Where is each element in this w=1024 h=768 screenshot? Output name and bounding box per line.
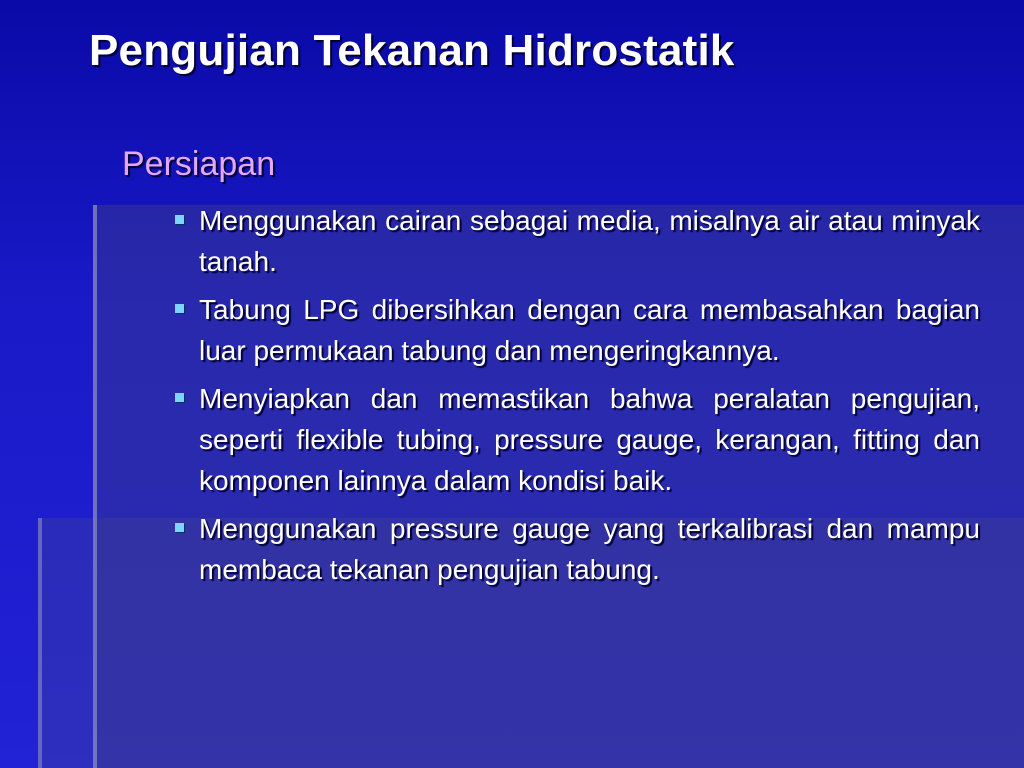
bullet-text: Menggunakan pressure gauge yang terkalibrasi dan mampu membaca tekanan pengujian tabung. <box>199 513 980 585</box>
bullet-item <box>174 289 980 371</box>
square-bullet-icon <box>175 215 184 224</box>
bullet-text: Tabung LPG dibersihkan dengan cara membasahkan bagian luar permukaan tabung dan mengeringkannya. <box>199 294 980 366</box>
section-subheading: Persiapan <box>122 145 276 183</box>
bullet-list <box>174 200 980 597</box>
square-bullet-icon <box>175 393 184 402</box>
square-bullet-icon <box>175 523 184 532</box>
bullet-item <box>174 508 980 590</box>
bullet-item <box>174 378 980 501</box>
bullet-text: Menggunakan cairan sebagai media, misalnya air atau minyak tanah. <box>199 205 980 277</box>
bullet-text: Menyiapkan dan memastikan bahwa peralatan pengujian, seperti flexible tubing, pressure gauge, kerangan, fitting dan komponen lainnya dalam kondisi baik. <box>199 383 980 496</box>
square-bullet-icon <box>175 304 184 313</box>
bullet-item <box>174 200 980 282</box>
slide-title: Pengujian Tekanan Hidrostatik <box>89 26 735 75</box>
